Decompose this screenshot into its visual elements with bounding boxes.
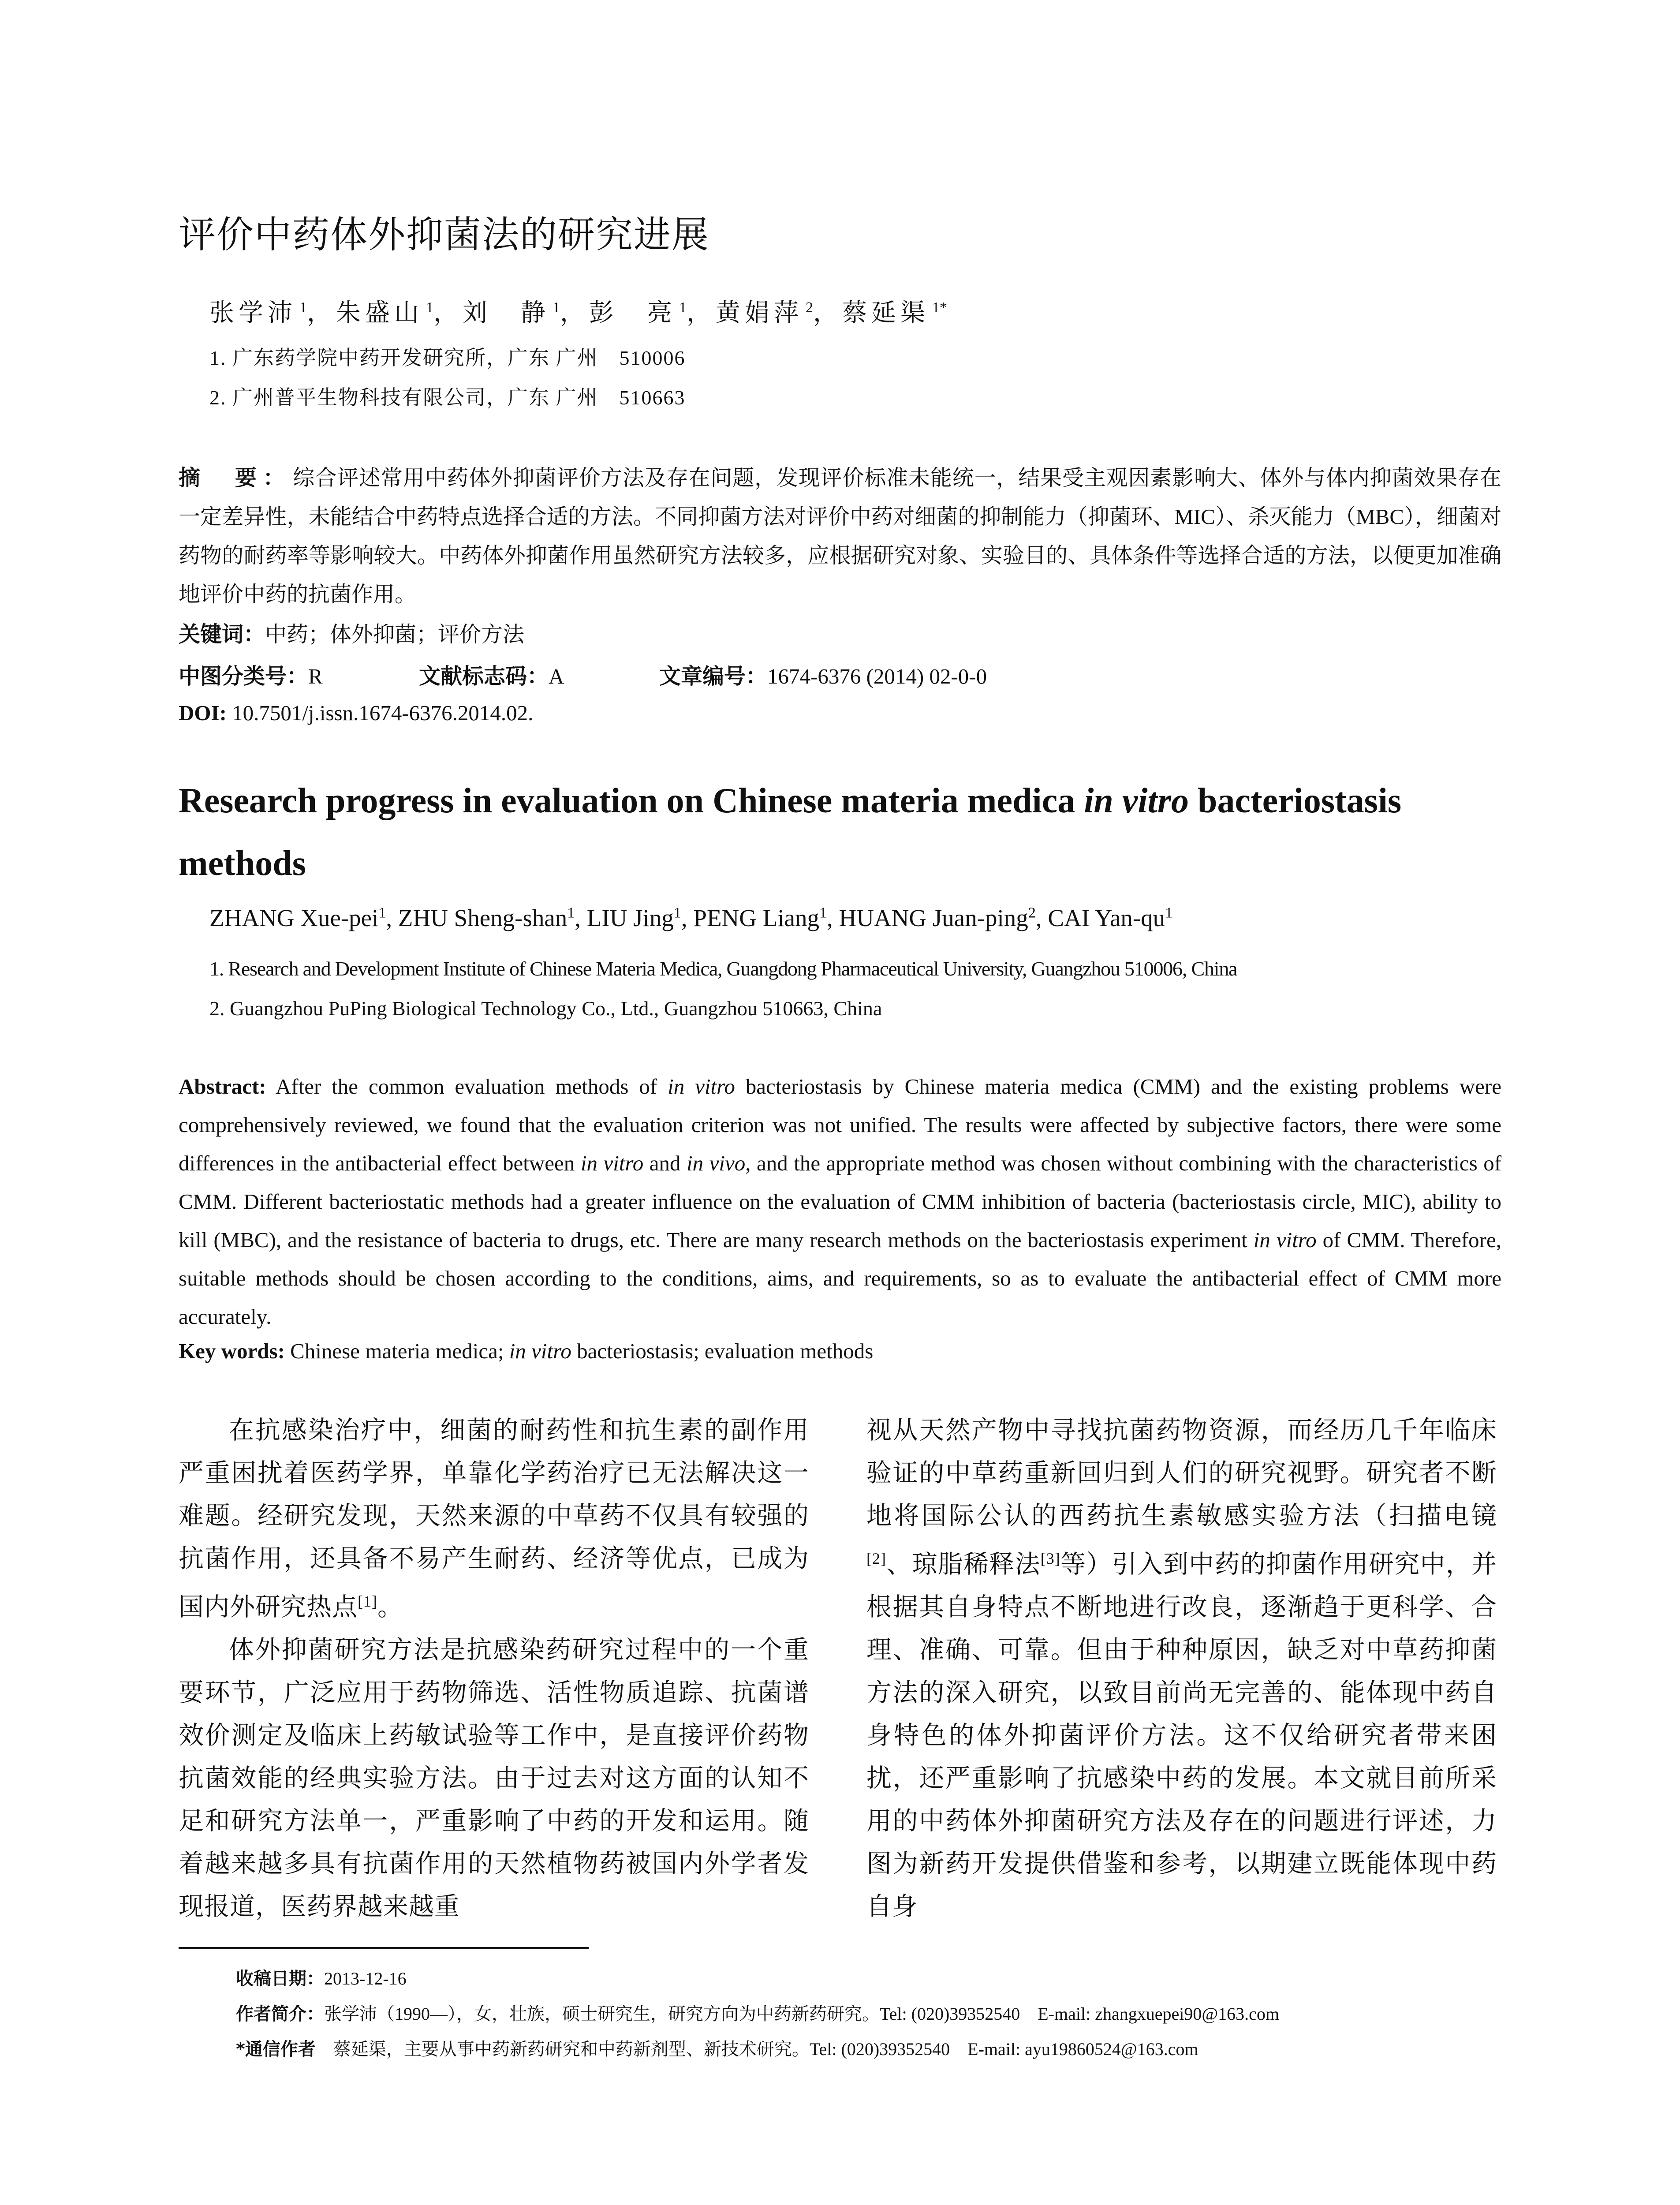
english-author: ZHANG Xue-pei [209,904,379,931]
chinese-affiliation-1: 1. 广东药学院中药开发研究所，广东 广州 510006 [209,347,686,369]
article-number-value: 1674-6376 (2014) 02-0-0 [767,664,987,688]
body-text-segment: 视从天然产物中寻找抗菌药物资源，而经历几千年临床验证的中草药重新回归到人们的研究视野。研究者不断地将国际公认的西药抗生素敏感实验方法（扫描电镜 [866,1416,1497,1530]
english-author: LIU Jing [586,904,674,931]
english-author-affiliation-mark: 2 [1028,904,1036,921]
english-title-part-2: bacteriostasis methods [179,781,1402,883]
author-separator: ， [687,299,716,327]
chinese-author-affiliation-mark: 1 [299,299,307,316]
keywords-segment: Chinese materia medica; [284,1339,509,1363]
received-value: 2013-12-16 [324,1969,407,1988]
citation: [2] [866,1550,886,1567]
english-author: PENG Liang [693,904,820,931]
chinese-abstract-label: 摘 要： [179,465,291,490]
clc-value: R [308,664,323,688]
document-code-value: A [549,664,564,688]
english-keywords [179,1338,873,1364]
english-author: HUANG Juan-ping [839,904,1028,931]
doi-value: 10.7501/j.issn.1674-6376.2014.02. [226,701,534,725]
document-code-label: 文献标志码： [419,664,549,689]
author-bio-label: 作者简介： [236,2004,324,2024]
english-author: ZHU Sheng-shan [398,904,567,931]
body-paragraph-1-tail: 。 [377,1593,403,1621]
english-abstract-label: Abstract: [179,1074,266,1099]
body-column-left [179,1409,809,1928]
chinese-keywords [179,617,524,648]
author-separator: , [1035,904,1048,931]
abstract-segment: , and the appropriate method was chosen without combining with the characteristics of CMM. Different bacteriostatic methods had a greater influence on the evaluation of CMM inhibition of bacteria (bacteriostasis circle, MIC), ability to kill (MBC), and the resistance of bacteria to drugs, etc. There are many research methods on the bacteriostasis experiment [179,1151,1502,1252]
english-author-affiliation-mark: 1 [819,904,827,921]
body-paragraph-2 [179,1629,809,1928]
body-column-right [866,1409,1497,1928]
chinese-author-affiliation-mark: 1 [426,299,433,316]
corresponding-value: 蔡延渠，主要从事中药新药研究和中药新剂型、新技术研究。Tel: (020)39352540 E-mail: ayu19860524@163.com [315,2039,1198,2059]
author-separator: ， [813,299,842,327]
author-separator: ， [560,299,589,327]
abstract-segment: After the common evaluation methods of [266,1074,668,1099]
english-author-affiliation-mark: 1 [378,904,386,921]
chinese-abstract [179,459,1501,614]
chinese-affiliation-2: 2. 广州普平生物科技有限公司，广东 广州 510663 [209,386,686,409]
english-author: CAI Yan-qu [1048,904,1165,931]
italic-term: in vivo [687,1151,746,1175]
english-title-italic: in vitro [1084,781,1189,820]
abstract-segment: bacteriostasis by Chinese materia medica (CMM) and the existing problems were comprehensively reviewed, we found that the evaluation criterion was not unified. The results were affected by subjective factors, there were some differences in the antibacterial effect between [179,1074,1501,1175]
chinese-author: 刘 静 [463,299,550,327]
english-author-affiliation-mark: 1 [673,904,681,921]
body-text-segment: 、琼脂稀释法 [886,1551,1041,1578]
italic-term: in vitro [1253,1228,1317,1252]
citation: [3] [1040,1550,1060,1567]
english-author-list [209,904,1172,932]
chinese-keywords-text: 中药；体外抑菌；评价方法 [265,622,525,647]
english-author-affiliation-mark: 1 [1165,904,1173,921]
english-title [179,770,1501,895]
chinese-author: 彭 亮 [589,299,676,327]
document-code [419,659,564,690]
footnote-divider [179,1947,589,1949]
author-separator: ， [307,299,336,327]
abstract-segment: and [643,1151,687,1175]
chinese-author-affiliation-mark: 2 [806,299,813,316]
english-keywords-label: Key words: [179,1339,285,1363]
italic-term: in vitro [580,1151,644,1175]
body-paragraph-1-text: 在抗感染治疗中，细菌的耐药性和抗生素的副作用严重困扰着医药学界，单靠化学药治疗已无法解决这一难题。经研究发现，天然来源的中草药不仅具有较强的抗菌作用，还具备不易产生耐药、经济等优点，已成为国内外研究热点 [179,1416,809,1621]
body-paragraph-2-text: 体外抑菌研究方法是抗感染药研究过程中的一个重要环节，广泛应用于药物筛选、活性物质追踪、抗菌谱效价测定及临床上药敏试验等工作中，是直接评价药物抗菌效能的经典实验方法。由于过去对这方面的认知不足和研究方法单一，严重影响了中药的开发和运用。随着越来越多具有抗菌作用的天然植物药被国内外学者发现报道，医药界越来越重 [179,1636,809,1921]
article-number-label: 文章编号： [659,664,768,689]
article-number [659,659,987,690]
chinese-author: 蔡延渠 [842,299,930,327]
chinese-author: 黄娟萍 [716,299,803,327]
body-text-segment: 等）引入到中药的抑菌作用研究中，并根据其自身特点不断地进行改良，逐渐趋于更科学、合理、准确、可靠。但由于种种原因，缺乏对中草药抑菌方法的深入研究，以致目前尚无完善的、能体现中药自身特色的体外抑菌评价方法。这不仅给研究者带来困扰，还严重影响了抗感染中药的发展。本文就目前所采用的中药体外抑菌研究方法及存在的问题进行评述，力图为新药开发提供借鉴和参考，以期建立既能体现中药自身 [866,1551,1497,1921]
chinese-keywords-label: 关键词： [179,622,265,647]
footnote-corresponding-author [236,2035,1198,2060]
citation-1: [1] [358,1592,377,1610]
english-abstract [179,1067,1501,1336]
english-abstract-text [179,1074,1501,1329]
italic-term: in vitro [509,1339,571,1363]
chinese-author: 朱盛山 [336,299,423,327]
clc-number [179,659,323,690]
author-bio-value: 张学沛（1990—），女，壮族，硕士研究生，研究方向为中药新药研究。Tel: (020)39352540 E-mail: zhangxuepei90@163.com [324,2004,1280,2024]
clc-label: 中图分类号： [179,664,309,689]
author-separator: , [681,904,694,931]
chinese-author-list [209,293,947,329]
author-separator: ， [433,299,463,327]
chinese-title: 评价中药体外抑菌法的研究进展 [179,213,710,256]
body-paragraph-3 [866,1409,1497,1928]
body-paragraph-1 [179,1409,809,1629]
english-affiliation-1: 1. Research and Development Institute of Chinese Materia Medica, Guangdong Pharmaceutical University, Guangzhou 510006, China [209,957,1237,980]
english-author-affiliation-mark: 1 [567,904,575,921]
abstract-segment: of CMM. Therefore, suitable methods should be chosen according to the conditions, aims, and requirements, so as to evaluate the antibacterial effect of CMM more accurately. [179,1228,1501,1329]
chinese-author-affiliation-mark: 1* [932,299,947,316]
english-title-part-1: Research progress in evaluation on Chinese materia medica [179,781,1084,820]
chinese-author: 张学沛 [209,299,297,327]
author-separator: , [575,904,587,931]
footnote-received-date [236,1965,407,1990]
chinese-author-affiliation-mark: 1 [553,299,560,316]
author-separator: , [827,904,839,931]
doi [179,700,533,725]
english-keywords-text [285,1339,873,1363]
keywords-segment: bacteriostasis; evaluation methods [571,1339,874,1363]
received-label: 收稿日期： [236,1969,324,1989]
doi-label: DOI: [179,701,227,725]
footnote-author-bio [236,2000,1279,2025]
italic-term: in vitro [668,1074,735,1099]
corresponding-label: *通信作者 [236,2039,316,2059]
chinese-author-affiliation-mark: 1 [679,299,687,316]
author-separator: , [386,904,398,931]
chinese-abstract-text: 综合评述常用中药体外抑菌评价方法及存在问题，发现评价标准未能统一，结果受主观因素影响大、体外与体内抑菌效果存在一定差异性，未能结合中药特点选择合适的方法。不同抑菌方法对评价中药对细菌的抑制能力（抑菌环、MIC）、杀灭能力（MBC），细菌对药物的耐药率等影响较大。中药体外抑菌作用虽然研究方法较多，应根据研究对象、实验目的、具体条件等选择合适的方法，以便更加准确地评价中药的抗菌作用。 [179,466,1501,606]
english-affiliation-2: 2. Guangzhou PuPing Biological Technology Co., Ltd., Guangzhou 510663, China [209,997,882,1020]
